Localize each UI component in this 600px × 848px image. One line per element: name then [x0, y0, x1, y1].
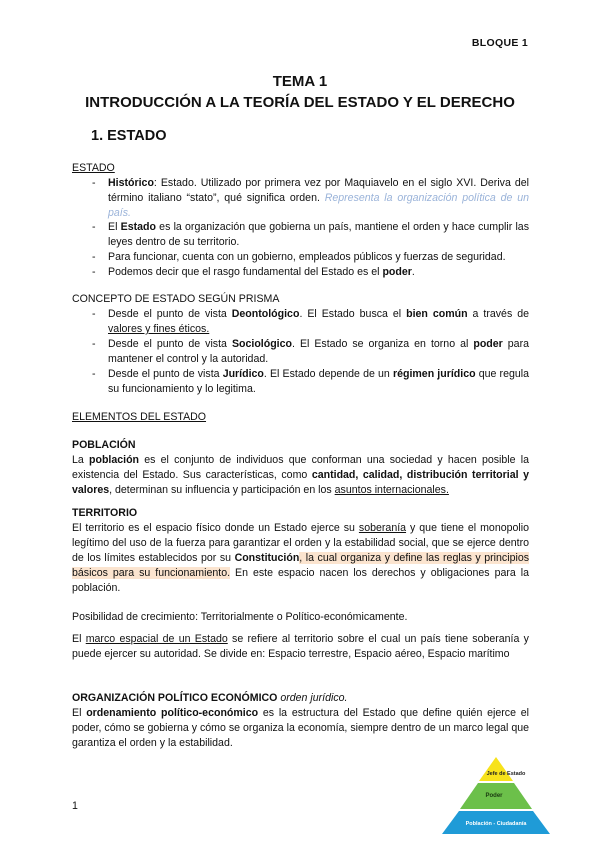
organizacion-heading: ORGANIZACIÓN POLÍTICO ECONÓMICO orden jurídico.: [72, 692, 348, 704]
page-number: 1: [72, 800, 78, 812]
bullet-dash: -: [92, 251, 96, 263]
estado-bullet-funcionar: Para funcionar, cuenta con un gobierno, empleados públicos y fuerzas de seguridad.: [108, 251, 506, 263]
section-heading: 1. ESTADO: [91, 128, 167, 144]
bullet-dash: -: [92, 338, 96, 350]
estado-bullet-definicion: El Estado es la organización que gobierna un país, mantiene el orden y hace cumplir las leyes dentro de su territorio.: [108, 221, 529, 248]
bullet-dash: -: [92, 308, 96, 320]
concepto-heading: CONCEPTO DE ESTADO SEGÚN PRISMA: [72, 293, 280, 305]
power-pyramid-diagram: [440, 755, 552, 835]
bullet-dash: -: [92, 221, 96, 233]
organizacion-paragraph: El ordenamiento político-económico es la estructura del Estado que define quién ejerce el poder, cómo se gobierna y cómo se organiza la economía, siempre dentro de un marco legal que garantiza el orden y la estabilidad.: [72, 707, 529, 749]
estado-bullet-poder: Podemos decir que el rasgo fundamental del Estado es el poder.: [108, 266, 415, 278]
block-label: BLOQUE 1: [471, 37, 528, 49]
pyramid-bottom-label: Población - Ciudadanía: [465, 821, 527, 827]
territorio-crecimiento: Posibilidad de crecimiento: Territorialmente o Político-económicamente.: [72, 611, 408, 623]
pyramid-middle-label: Poder: [485, 793, 503, 799]
concepto-bullet-juridico: Desde el punto de vista Jurídico. El Estado depende de un régimen jurídico que regula su funcionamiento y lo legitima.: [108, 368, 529, 395]
pyramid-top-label: Jefe de Estado: [486, 771, 526, 777]
main-title: INTRODUCCIÓN A LA TEORÍA DEL ESTADO Y EL DERECHO: [85, 94, 515, 111]
elementos-heading: ELEMENTOS DEL ESTADO: [72, 411, 207, 423]
poblacion-heading: POBLACIÓN: [72, 439, 136, 451]
concepto-bullet-sociologico: Desde el punto de vista Sociológico. El Estado se organiza en torno al poder para mantener el control y la autoridad.: [108, 338, 529, 365]
territorio-heading: TERRITORIO: [72, 507, 138, 519]
topic-title: TEMA 1: [272, 73, 328, 90]
bullet-dash: -: [92, 177, 96, 189]
territorio-paragraph: El territorio es el espacio físico donde un Estado ejerce su soberanía y que tiene el monopolio legítimo del uso de la fuerza para garantizar el orden y la estabilidad social, que se ejerce dentro de los límites establecidos por su Constitución, la cual organiza y define las reglas y principios básicos para su funcionamiento. En este espacio nacen los derechos y obligaciones para la población.: [72, 522, 530, 594]
poblacion-paragraph: La población es el conjunto de individuos que conforman una sociedad y hacen posible la existencia del Estado. Sus características, como cantidad, calidad, distribución territorial y valores, determinan su influencia y participación en los asuntos internacionales.: [72, 454, 529, 496]
bullet-dash: -: [92, 266, 96, 278]
bullet-dash: -: [92, 368, 96, 380]
estado-bullet-historico: Histórico: Estado. Utilizado por primera vez por Maquiavelo en el siglo XVI. Deriva del término italiano “stato”, qué significa orden. Representa la organización política de un país.: [108, 177, 529, 219]
estado-heading: ESTADO: [72, 162, 115, 174]
concepto-bullet-deontologico: Desde el punto de vista Deontológico. El Estado busca el bien común a través de valores y fines éticos.: [108, 308, 529, 335]
territorio-marco-espacial: El marco espacial de un Estado se refiere al territorio sobre el cual un país tiene soberanía y puede ejercer su autoridad. Se divide en: Espacio terrestre, Espacio aéreo, Espacio marítimo: [72, 633, 529, 660]
pyramid-top-tier: [479, 757, 513, 781]
